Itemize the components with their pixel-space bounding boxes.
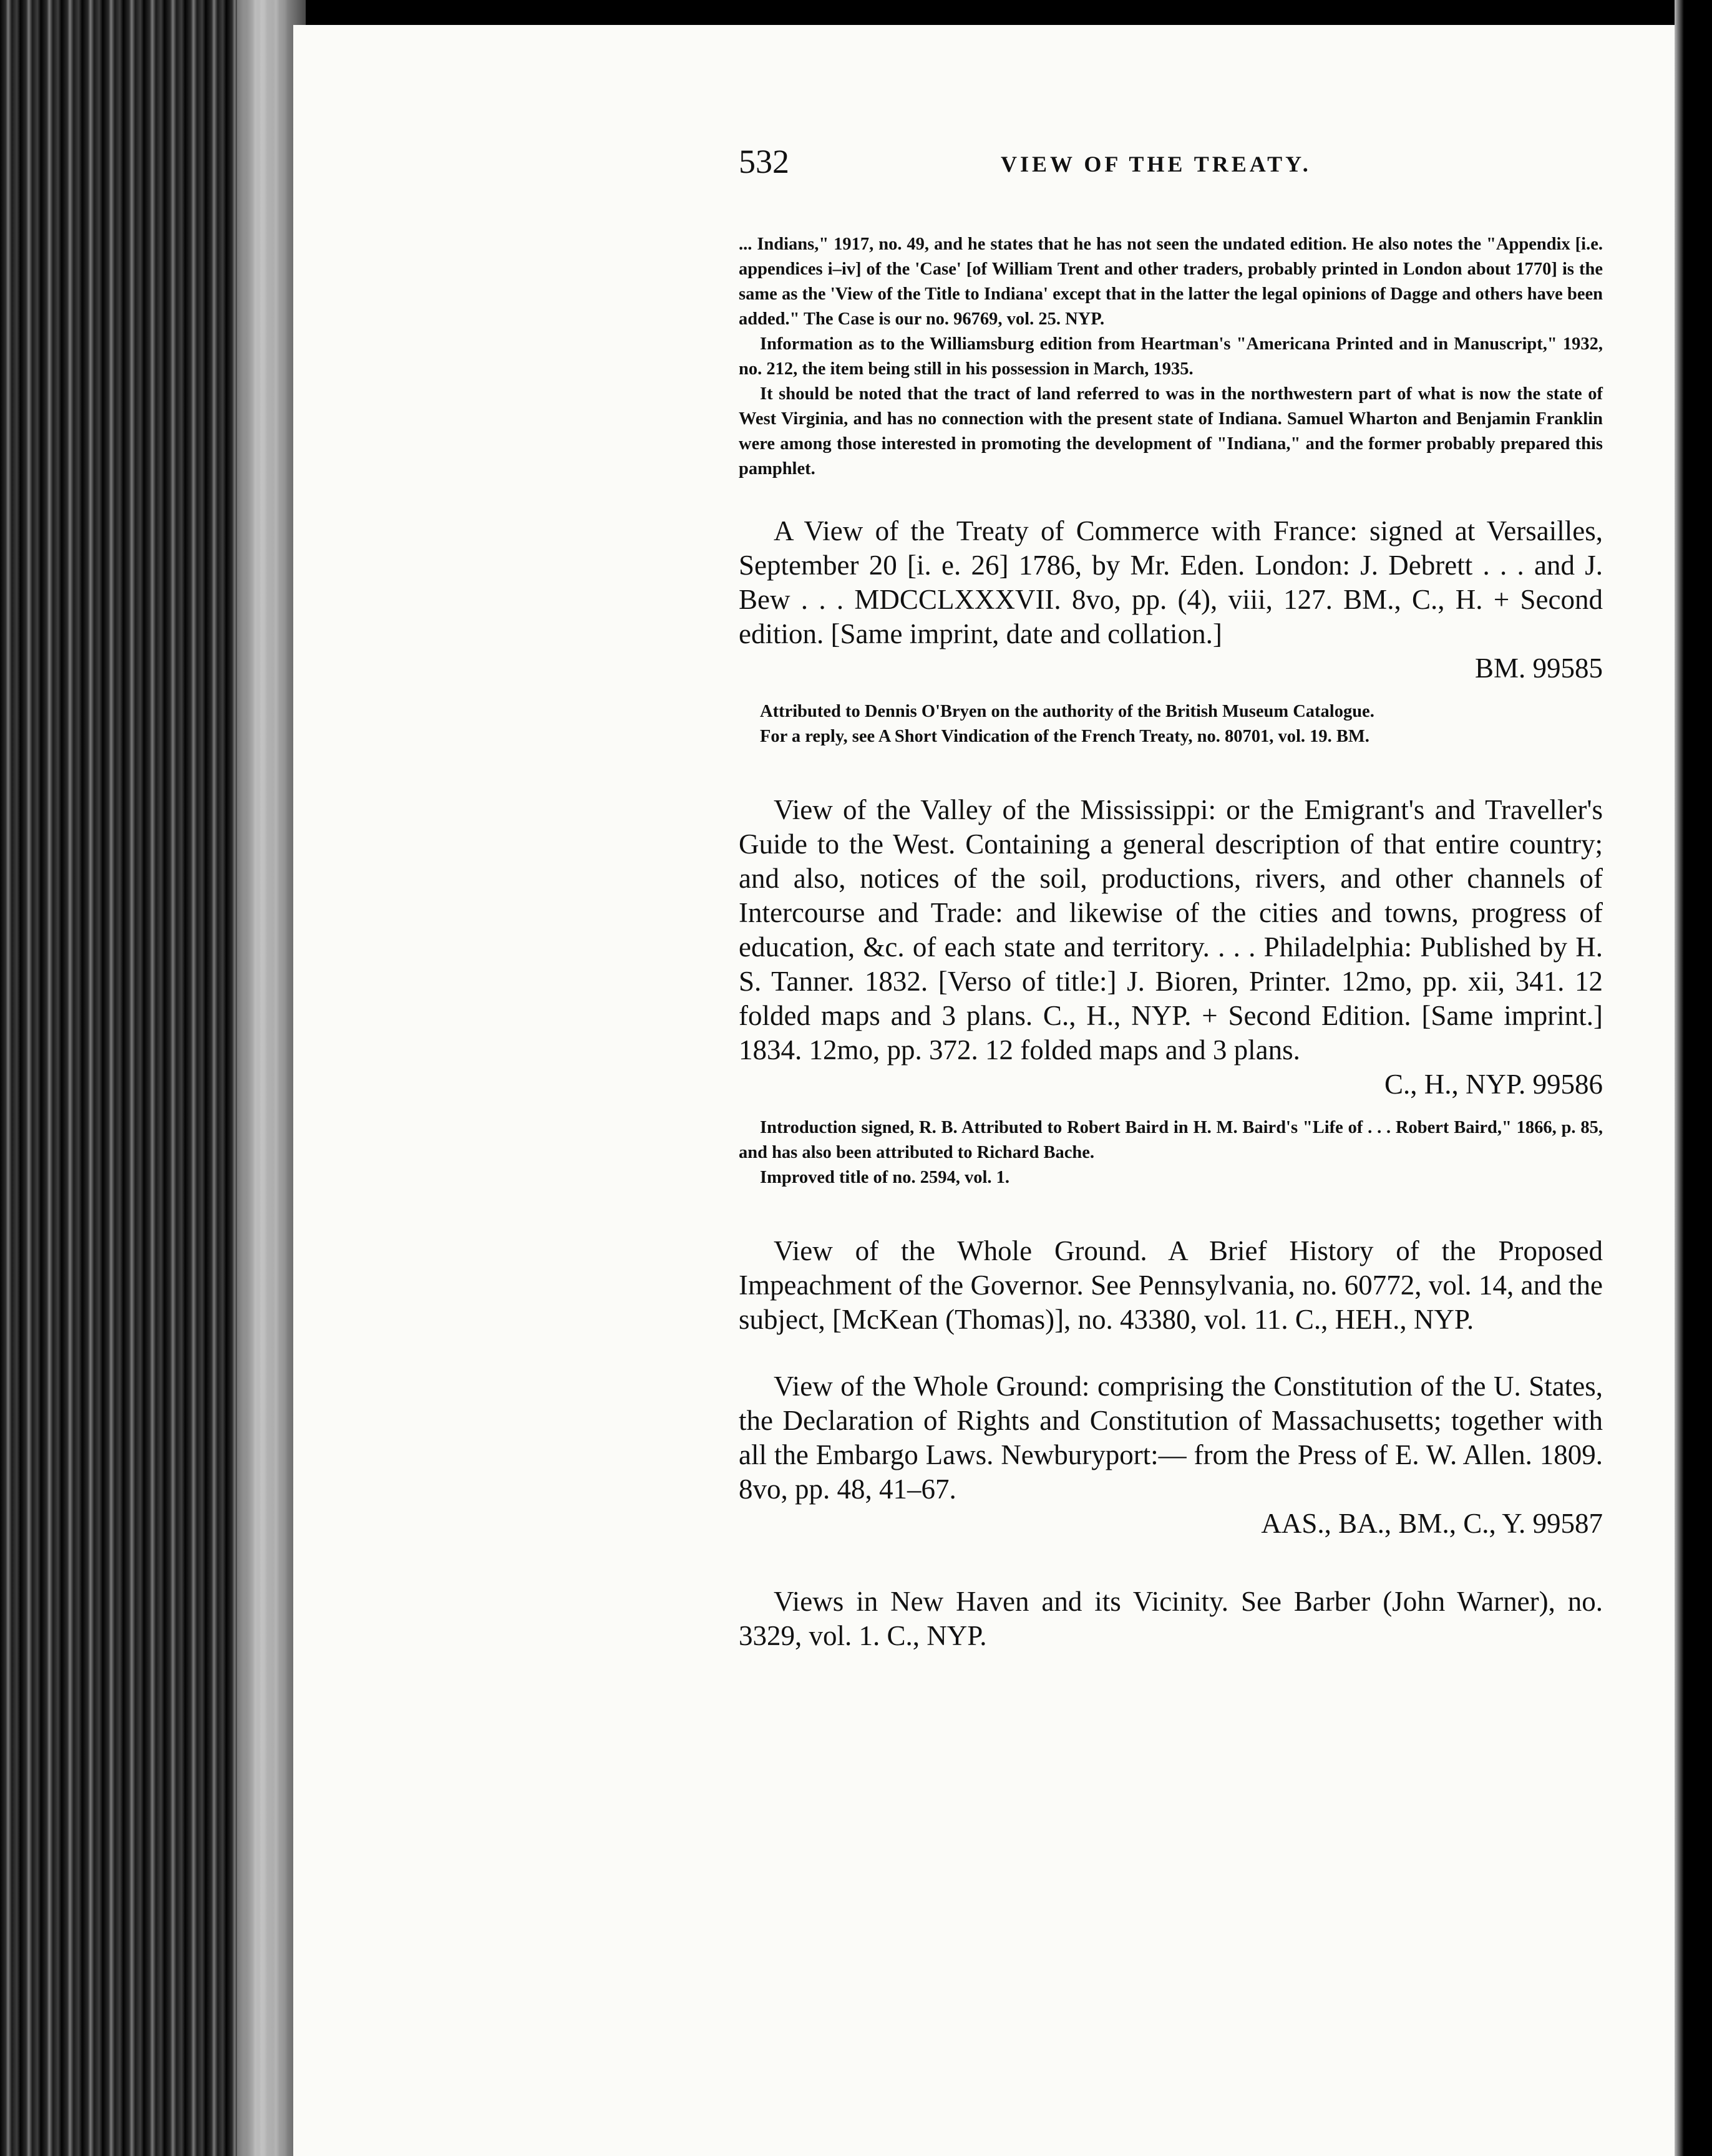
entry-note: Introduction signed, R. B. Attributed to Robert Baird in H. M. Baird's "Life of . . . Robert Baird," 1866, p. 85, and has also been attributed to Richard Bache. — [739, 1118, 1603, 1162]
note-top-1: ... Indians," 1917, no. 49, and he states that he has not seen the undated edition. He also notes the "Appendix [i.e. appendices i–iv] of the 'Case' [of William Trent and other traders, probably printed in London about 1770] is the same as the 'View of the Title to Indiana' except that in the latter the legal opinions of Dagge and others have been added." The Case is our no. 96769, vol. 25. NYP. — [739, 235, 1603, 329]
page-header — [739, 142, 1603, 192]
note-top-3: It should be noted that the tract of land referred to was in the northwestern part of what is now the state of West Virginia, and has no connection with the present state of Indiana. Samuel Wharton and Benjamin Franklin were among those interested in promoting the development of "Indiana," and the former probably prepared this pamphlet. — [739, 384, 1603, 478]
entry-text: A View of the Treaty of Commerce with France: signed at Versailles, September 20 [i. e. 26] 1786, by Mr. Eden. London: J. Debrett . . . and J. Bew . . . MDCCLXXXVII. 8vo, pp. (4), viii, 127. BM., C., H. + Second edition. [Same imprint, date and collation.] — [739, 515, 1603, 649]
note-top-2: Information as to the Williamsburg edition from Heartman's "Americana Printed and in Manuscript," 1932, no. 212, the item being still in his possession in March, 1935. — [739, 334, 1603, 379]
running-title: VIEW OF THE TREATY. — [1001, 152, 1311, 177]
entry-note: Improved title of no. 2594, vol. 1. — [760, 1168, 1010, 1187]
entry-number: C., H., NYP. 99586 — [1384, 1069, 1603, 1100]
entry-text: View of the Whole Ground. A Brief History of the Proposed Impeachment of the Governor. See Pennsylvania, no. 60772, vol. 14, and the subject, [McKean (Thomas)], no. 43380, vol. 11. C., HEH., NYP. — [739, 1235, 1603, 1335]
entry-text: View of the Valley of the Mississippi: or the Emigrant's and Traveller's Guide to the West. Containing a general description of that entire country; and also, notices of the soil, productions, rivers, and other channels of Intercourse and Trade: and likewise of the cities and towns, progress of education, &c. of each state and territory. . . . Philadelphia: Published by H. S. Tanner. 1832. [Verso of title:] J. Bioren, Printer. 12mo, pp. xii, 341. 12 folded maps and 3 plans. C., H., NYP. + Second Edition. [Same imprint.] 1834. 12mo, pp. 372. 12 folded maps and 3 plans. — [739, 794, 1603, 1066]
page-number: 532 — [739, 143, 789, 180]
film-border-right — [1675, 0, 1712, 2156]
entry-text: View of the Whole Ground: comprising the Constitution of the U. States, the Declaration of Rights and Constitution of Massachusetts; together with all the Embargo Laws. Newburyport:— from the Press of E. W. Allen. 1809. 8vo, pp. 48, 41–67. — [739, 1371, 1603, 1505]
entry-note: Attributed to Dennis O'Bryen on the authority of the British Museum Catalogue. — [760, 702, 1374, 721]
entry-number: AAS., BA., BM., C., Y. 99587 — [1261, 1508, 1603, 1539]
entry-text: Views in New Haven and its Vicinity. See Barber (John Warner), no. 3329, vol. 1. C., NYP. — [739, 1586, 1603, 1651]
entry-note: For a reply, see A Short Vindication of the French Treaty, no. 80701, vol. 19. BM. — [760, 727, 1369, 746]
entry-number: BM. 99585 — [1474, 653, 1603, 684]
page-content — [739, 142, 1603, 1653]
